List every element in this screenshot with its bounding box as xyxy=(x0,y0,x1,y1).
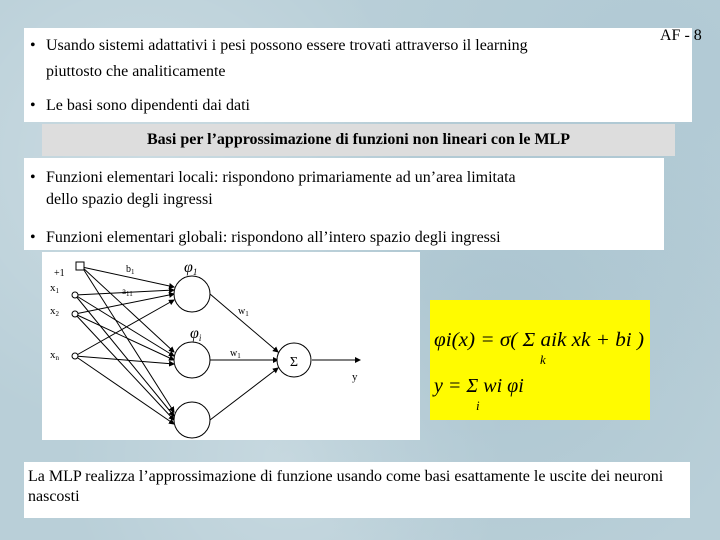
input-label-x2: x2 xyxy=(50,305,59,318)
hidden-neuron-1 xyxy=(174,276,210,312)
hidden-neuron-last xyxy=(174,402,210,438)
formula-phi-sum-index: k xyxy=(540,352,546,367)
bullet-text-line2: piuttosto che analiticamente xyxy=(46,63,226,80)
bias-node xyxy=(76,262,84,270)
section-heading: Basi per l’approssimazione di funzioni non lineari con le MLP xyxy=(42,124,675,156)
bullet-dot: • xyxy=(30,169,36,186)
input-label-x1: x1 xyxy=(50,282,59,295)
mlp-network-diagram xyxy=(42,252,420,440)
w1-top-label: $w_1$ xyxy=(238,306,249,318)
formula-svg xyxy=(430,300,650,420)
input-node-n xyxy=(72,353,78,359)
bullet-text-line1: Le basi sono dipendenti dai dati xyxy=(46,97,250,114)
network-svg xyxy=(42,252,420,440)
phi-i-label: φi xyxy=(190,325,202,343)
bullet-text-line2: dello spazio degli ingressi xyxy=(46,191,213,208)
formula-phi: φi(x) = σ( Σ aik xk + bi ) xyxy=(434,329,645,351)
bullet-dot: • xyxy=(30,37,36,54)
bullet-text-line1: Usando sistemi adattativi i pesi possono essere trovati attraverso il learning xyxy=(46,37,528,54)
weight-a11-label: $a_{11}$ xyxy=(122,286,133,298)
conclusion-panel xyxy=(24,462,690,518)
slide-number: AF - 8 xyxy=(660,27,702,44)
bullet-dot: • xyxy=(30,229,36,246)
input-node-1 xyxy=(72,292,78,298)
input-node-2 xyxy=(72,311,78,317)
bullet-dot: • xyxy=(30,97,36,114)
formula-y: y = Σ wi φi xyxy=(434,375,524,397)
bias-weight-label: $b_1$ xyxy=(126,264,135,276)
w1-mid-label: $w_1$ xyxy=(230,348,241,360)
hidden-neuron-i xyxy=(174,342,210,378)
input-label-xn: xn xyxy=(50,349,59,362)
conclusion-text: La MLP realizza l’approssimazione di funzione usando come basi esattamente le uscite dei neuroni nascosti xyxy=(28,468,664,505)
formula-box xyxy=(430,300,650,420)
bias-label: +1 xyxy=(54,268,65,279)
phi-1-label: φ1 xyxy=(184,259,198,277)
bullet-text-line1: Funzioni elementari locali: rispondono primariamente ad un’area limitata xyxy=(46,169,516,186)
sum-symbol: Σ xyxy=(289,355,299,370)
formula-y-sum-index: i xyxy=(476,398,480,413)
bullet-text-line1: Funzioni elementari globali: rispondono all’intero spazio degli ingressi xyxy=(46,229,501,246)
output-y-label: y xyxy=(352,371,358,383)
